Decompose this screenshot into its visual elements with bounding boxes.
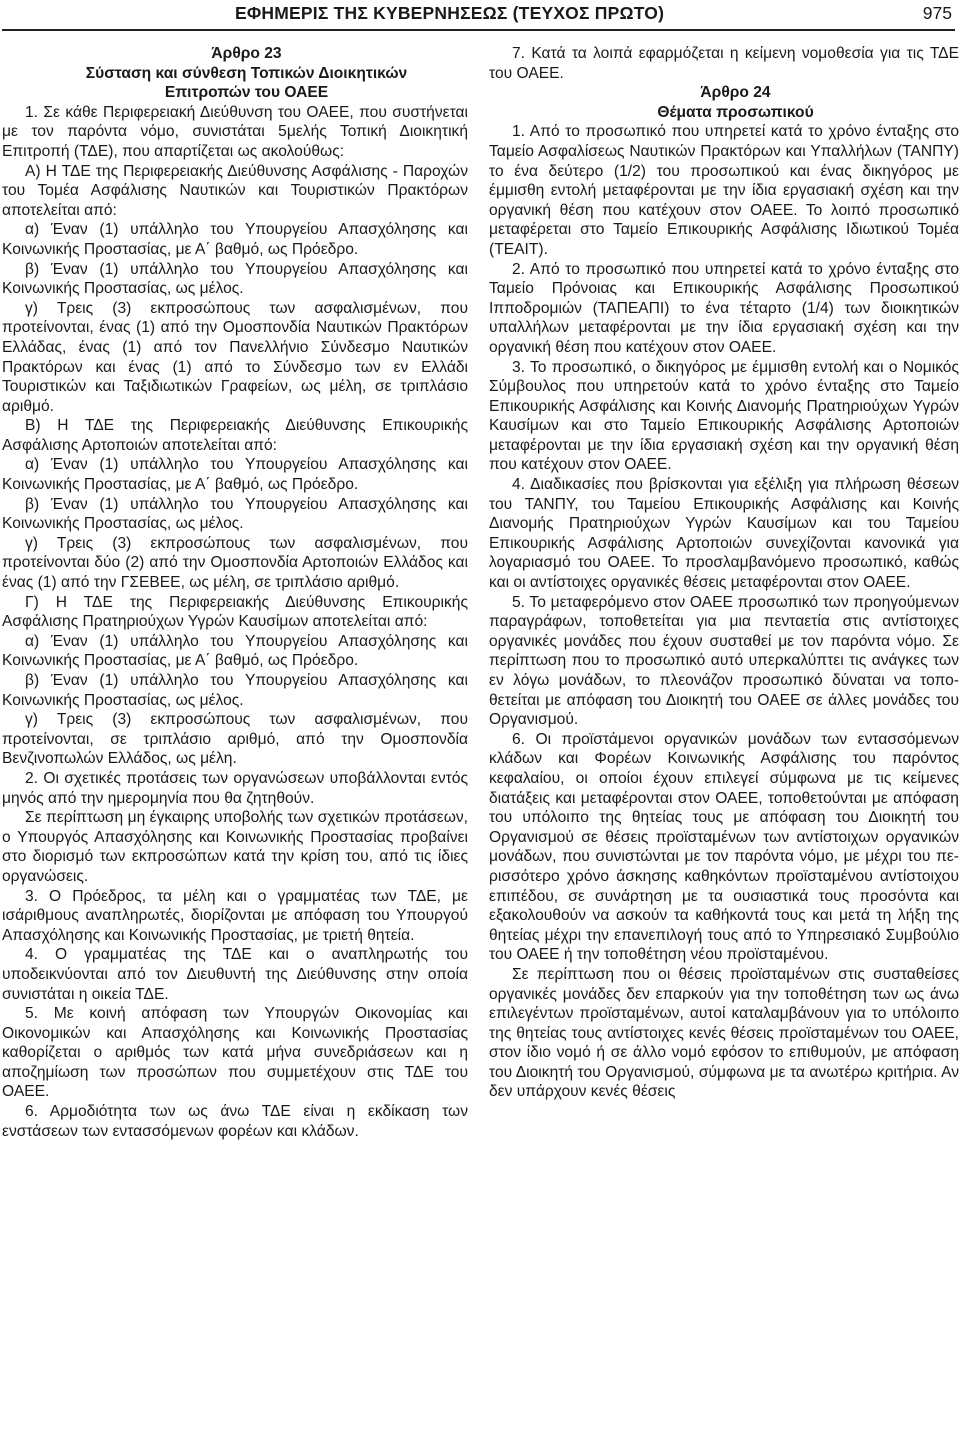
paragraph: 2. Από το προσωπικό που υπηρετεί κατά το χρόνο ένταξης στο Ταμείο Πρόνοιας και Επικουρικής Ασφάλισης Προσωπικού Ιπποδρομιών (ΤΑΠΕΑΠΙ) το ένα τέταρτο (1/4) των διοικητικών υπαλλήλων μεταφέρονται με την ίδια εργασιακή σχέση και την οργανική θέση που κατέχουν στον ΟΑΕΕ. <box>489 260 959 356</box>
paragraph: 1. Σε κάθε Περιφερειακή Διεύθυνση του ΟΑΕΕ, που συστήνεται με τον παρόντα νόμο, συνιστάται 5μελής Τοπική Διοικητική Επιτροπή (ΤΔΕ), που απαρτίζεται ως ακολούθως: <box>2 103 468 160</box>
page-header <box>0 0 960 30</box>
paragraph: 4. Διαδικασίες που βρίσκονται για εξέλιξη για πλήρωση θέσεων του ΤΑΝΠΥ, του Ταμείου Επικουρικής Ασφάλισης και Κοινής Διανομής Πρατηριούχων Υγρών Καυσίμων και του Ταμείου Επικουρικής Ασφάλισης Αρτοποιών συνεχίζονται κανονικά για λογαριασμό του ΟΑΕΕ. Το προσλαμβανόμενο προσωπικό, καθώς και οι αντίστοιχες οργανικές θέσεις μεταφέρονται στον ΟΑΕΕ. <box>489 476 959 592</box>
page-number: 975 <box>922 3 952 23</box>
paragraph: 4. Ο γραμματέας της ΤΔΕ και ο αναπληρωτής του υποδεικνύονται από τον Διευθυντή της Διεύθυνσης στην οποία συνιστάται η οικεία ΤΔΕ. <box>2 946 468 1003</box>
paragraph: Σε περίπτωση μη έγκαιρης υποβολής των σχετικών προτάσεων, ο Υπουργός Απασχόλησης και Κοινωνικής Προστασίας προβαίνει στο διορισμό των εκπροσώπων κατά την κρίση του, από τις ίδιες οργανώσεις. <box>2 809 468 885</box>
right-column <box>489 44 959 1102</box>
paragraph: β) Έναν (1) υπάλληλο του Υπουργείου Απασχόλησης και Κοινωνικής Προστασίας, ως μέλος. <box>2 672 468 709</box>
paragraph: Γ) Η ΤΔΕ της Περιφερειακής Διεύθυνσης Επικουρικής Ασφάλισης Πρατηριούχων Υγρών Καυσίμων αποτελείται από: <box>2 593 468 631</box>
paragraph: α) Έναν (1) υπάλληλο του Υπουργείου Απασχόλησης και Κοινωνικής Προστασίας, με Α΄ βαθμό, ως Πρόεδρο. <box>2 632 468 670</box>
paragraph: α) Έναν (1) υπάλληλο του Υπουργείου Απασχόλησης και Κοινωνικής Προστασίας, με Α΄ βαθμό, ως Πρόεδρο. <box>2 456 468 494</box>
paragraph: 3. Ο Πρόεδρος, τα μέλη και ο γραμματέας των ΤΔΕ, με ισάριθμους αναπληρωτές, διορίζονται με απόφαση του Υπουργού Απασχόλησης και Κοινωνικής Προστασίας, με τριετή θητεία. <box>2 887 468 944</box>
paragraph: 6. Αρμοδιότητα των ως άνω ΤΔΕ είναι η εκδίκαση των ενστάσεων των εντασσόμενων φορέων και κλάδων. <box>2 1103 468 1140</box>
paragraph: Σε περίπτωση που οι θέσεις προϊσταμένων στις συσταθείσες οργανικές μονάδες δεν επαρκούν για την τοποθέτηση των ως άνω επιλεγέντων προϊσταμένων, αυτοί καταλαμβάνουν για το υπόλοιπο της θητείας τους αντίστοιχες κενές θέσεις προϊσταμένων του ΟΑΕΕ, στον ίδιο νομό ή σε άλλο νομό εφόσον το επιθυμούν, με απόφαση του Διοικητή του Οργανισμού, σύμφωνα με τα ανωτέρω κριτήρια. Αν δεν υπάρχουν κενές θέσεις <box>489 965 959 1101</box>
paragraph: Β) Η ΤΔΕ της Περιφερειακής Διεύθυνσης Επικουρικής Ασφάλισης Αρτοποιών αποτελείται από: <box>2 417 468 454</box>
paragraph: β) Έναν (1) υπάλληλο του Υπουργείου Απασχόλησης και Κοινωνικής Προστασίας, ως μέλος. <box>2 260 468 298</box>
paragraph: 7. Κατά τα λοιπά εφαρμόζεται η κείμενη νομοθεσία για τις ΤΔΕ του ΟΑΕΕ. <box>489 45 959 82</box>
paragraph: γ) Τρεις (3) εκπροσώπους των ασφαλισμένων, που προτείνονται, ένας (1) από την Ομοσπονδία Ναυτικών Πρακτόρων Ελλάδας, ένας (1) από τον Πανελλήνιο Σύνδεσμο Ναυτικών Πρακτόρων και ένας (1) από το Σύνδεσμο των εν Ελλάδι Τουριστικών και Ταξιδιωτικών Γραφείων, ως μέλη, σε τριπλάσιο αριθμό. <box>2 299 468 415</box>
paragraph: β) Έναν (1) υπάλληλο του Υπουργείου Απασχόλησης και Κοινωνικής Προστασίας, ως μέλος. <box>2 495 468 533</box>
paragraph: 5. Το μεταφερόμενο στον ΟΑΕΕ προσωπικό των προηγούμενων παραγράφων, τοποθετείται για μια πενταετία στις αντίστοιχες οργανικές μονάδες που έχουν συσταθεί με τον παρόντα νόμο. Σε περίπτωση που το προσωπικό αυτό υπερκαλύπτει τις ανάγκες των εν λόγω μονάδων, το πλεονάζον προσωπικό δύναται να τοποθετείται με απόφαση του Διοικητή του ΟΑΕΕ σε άλλες μονάδες του Οργανισμού. <box>489 593 959 729</box>
paragraph: 5. Με κοινή απόφαση των Υπουργών Οικονομίας και Οικονομικών και Απασχόλησης και Κοινωνικής Προστασίας καθορίζεται ο αριθμός των κατά μήνα συνεδριάσεων και η αποζημίωση των προσώπων που συμμετέχουν στις ΤΔΕ του ΟΑΕΕ. <box>2 1005 468 1101</box>
left-column <box>2 44 468 1141</box>
paragraph: γ) Τρεις (3) εκπροσώπους των ασφαλισμένων, που προτείνονται δύο (2) από την Ομοσπονδία Αρτοποιών Ελλάδος και ένας (1) από την ΓΣΕΒΕΕ, ως μέλη, σε τριπλάσιο αριθμό. <box>2 534 468 592</box>
article-23-title: Άρθρο 23 <box>211 45 282 62</box>
paragraph: 3. Το προσωπικό, ο δικηγόρος με έμμισθη εντολή και ο Νομικός Σύμβουλος που υπηρετούν κατά το χρόνο ένταξης στο Ταμείο Επικουρικής Ασφάλισης και Κοινής Διανομής Πρατηριούχων Υγρών Καυσίμων και στο Ταμείο Επικουρικής Ασφάλισης Αρτοποιών μεταφέρονται με την ίδια εργασιακή σχέση και την οργανική θέση που κατέχουν στον ΟΑΕΕ. <box>489 358 959 474</box>
paragraph: α) Έναν (1) υπάλληλο του Υπουργείου Απασχόλησης και Κοινωνικής Προστασίας, με Α΄ βαθμό, ως Πρόεδρο. <box>2 221 468 258</box>
paragraph: 2. Οι σχετικές προτάσεις των οργανώσεων υποβάλλονται εντός μηνός από την ημερομηνία που θα ζητηθούν. <box>2 769 468 807</box>
article-23-subtitle-line-2: Επιτροπών του ΟΑΕΕ <box>164 84 329 102</box>
paragraph: 6. Οι προϊστάμενοι οργανικών μονάδων των εντασσόμενων κλάδων και Φορέων Κοινωνικής Ασφάλισης του παρόντος κεφαλαίου, οι οποίοι έχουν επιλεγεί σύμφωνα με τις κείμενες διατάξεις και μεταφέρονται στον ΟΑΕΕ, τοποθετούνται με απόφαση του υπόλοιπο της θητείας τους με απόφαση του Διοικητή του Οργανισμού σε θέσεις προϊσταμένων των αντίστοιχων οργανικών μονάδων, που συνιστώνται με τον παρόντα νόμο, με μέχρι του περισσότερο χρόνο άσκησης καθηκόντων προϊσταμένου αντίστοιχου επιπέδου, σε συνάρτηση με τα ουσιαστικά τους προσόντα και εξακολουθούν να ασκούν τα καθήκοντά τους και μετά τη λήξη της θητείας μέχρι την επανεπιλογή τους από το Υπηρεσιακό Συμβούλιο του ΟΑΕΕ ή την τοποθέτηση νέου προϊσταμένου. <box>489 730 959 964</box>
paragraph: Α) Η ΤΔΕ της Περιφερειακής Διεύθυνσης Ασφάλισης - Παροχών του Τομέα Ασφάλισης Ναυτικών και Τουριστικών Πρακτόρων αποτελείται από: <box>2 162 468 219</box>
article-24-subtitle: Θέματα προσωπικού <box>657 103 814 121</box>
article-23-subtitle-line-1: Σύσταση και σύνθεση Τοπικών Διοικητικών <box>85 64 408 82</box>
gazette-title: ΕΦΗΜΕΡΙΣ ΤΗΣ ΚΥΒΕΡΝΗΣΕΩΣ (ΤΕΥΧΟΣ ΠΡΩΤΟ) <box>235 3 665 23</box>
article-24-title: Άρθρο 24 <box>700 84 771 102</box>
paragraph: γ) Τρεις (3) εκπροσώπους των ασφαλισμένων, που προτείνονται, σε τριπλάσιο αριθμό, από την Ομοσπονδία Βενζινοπωλών Ελλάδος, ως μέλη. <box>2 711 468 768</box>
paragraph: 1. Από το προσωπικό που υπηρετεί κατά το χρόνο ένταξης στο Ταμείο Ασφαλίσεως Ναυτικών Πρακτόρων και Υπαλλήλων (ΤΑΝΠΥ) το ένα δεύτερο (1/2) του προσωπικού και ένας δικηγόρος με έμμισθη εντολή μεταφέρονται με την ίδια εργασιακή σχέση και την οργανική θέση που κατέχουν στον ΟΑΕΕ. Το λοιπό προσωπικό μεταφέρεται στο Ταμείο Επικουρικής Ασφάλισης Ιδιωτικού Τομέα (ΤΕΑΙΤ). <box>489 123 959 258</box>
header-rule <box>2 29 955 31</box>
